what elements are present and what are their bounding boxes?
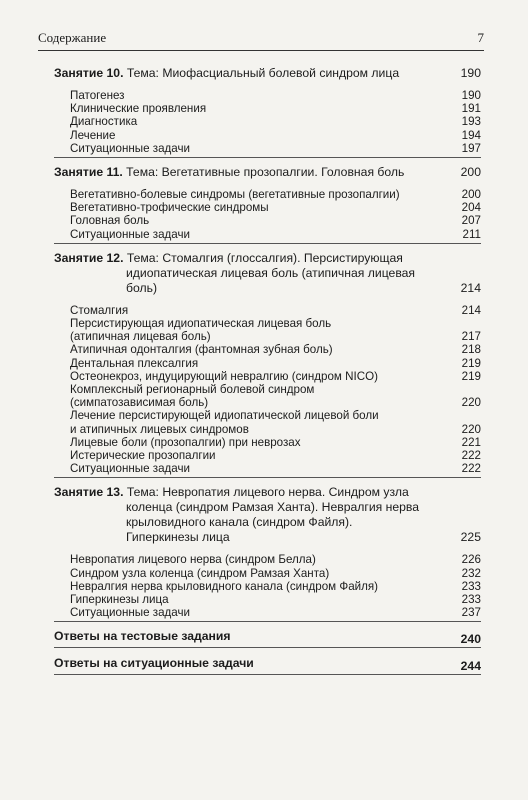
toc-lesson-heading [54,251,481,296]
toc-entry-text: Ситуационные задачи [70,462,191,476]
page-number: 226 [461,553,481,567]
page-header [38,30,484,51]
page-number: 214 [461,303,481,317]
toc-entry [54,142,481,155]
page-number: 237 [461,606,481,620]
header-section-title: Содержание [38,30,107,45]
page-number: 214 [460,280,481,295]
toc-entry [54,115,481,128]
page-number: 218 [461,343,481,357]
toc-entry [54,449,481,462]
toc-final-entry-text: Ответы на ситуационные задачи [54,656,254,671]
lesson-title: Тема: Вегетативные прозопалгии. Головная боль [126,165,405,180]
lesson-label: Занятие 13. [54,485,124,500]
toc-lesson-section [54,251,481,479]
toc-entry [54,462,481,475]
toc-entry [54,553,481,566]
lesson-title: Гиперкинезы лица [126,530,230,545]
toc-entry-text: Вегетативно-болевые синдромы (вегетативные прозопалгии) [70,188,400,202]
toc-entry [54,201,481,214]
toc-entry [54,304,481,317]
page-number: 233 [461,579,481,593]
page-number: 190 [460,66,481,80]
toc-entry-text: Ситуационные задачи [70,141,191,155]
toc-entry-text: Клинические проявления [70,102,207,116]
page-number: 220 [461,422,481,436]
lesson-title: Тема: Невропатия лицевого нерва. Синдром узла [126,485,409,500]
toc-entry [54,370,481,383]
page-number: 232 [461,566,481,580]
toc-entry-text: Дентальная плексалгия [70,356,199,370]
lesson-label: Занятие 12. [54,250,124,265]
toc-entry-text: Вегетативно-трофические синдромы [70,201,269,215]
page-number: 225 [460,530,481,545]
toc-entry [54,593,481,606]
toc-entry-text: Комплексный регионарный болевой синдром [70,383,315,397]
header-page-number: 7 [477,30,484,45]
lesson-title: коленца (синдром Рамзая Ханта). Невралгия нерва [126,500,420,515]
toc-entry [54,317,481,343]
toc-entry-text: Остеонекроз, индуцирующий невралгию (синдром NICO) [70,369,378,383]
page-number: 221 [461,435,481,449]
toc-entry [54,383,481,409]
toc-lesson-heading [54,66,481,81]
page-number: 200 [461,188,481,202]
toc-entry [54,188,481,201]
page-number: 194 [461,128,481,142]
toc-entry-text: Атипичная одонталгия (фантомная зубная боль) [70,343,333,357]
toc-entry [54,129,481,142]
toc-entry-text: Лечение персистирующей идиопатической лицевой боли [70,409,379,423]
lesson-label: Занятие 10. [54,66,124,80]
toc-entry-text: Гиперкинезы лица [70,593,169,607]
table-of-contents [54,66,481,683]
lesson-title: Тема: Миофасциальный болевой синдром лица [126,66,400,80]
page-number: 207 [461,214,481,228]
page-number: 211 [462,227,481,241]
toc-lesson-section [54,485,481,622]
toc-lesson-heading [54,485,481,545]
toc-final-entry [54,656,481,675]
toc-entry [54,567,481,580]
toc-entry-text: Головная боль [70,214,150,228]
toc-lesson-heading [54,165,481,180]
toc-entry-text: Ситуационные задачи [70,606,191,620]
toc-entry [54,102,481,115]
toc-entry-text: Персистирующая идиопатическая лицевая боль [70,317,332,331]
page-number: 190 [461,89,481,102]
toc-entry-text: (атипичная лицевая боль) [70,330,211,344]
toc-entry [54,580,481,593]
toc-entry-text: и атипичных лицевых синдромов [70,422,249,436]
toc-entry [54,436,481,449]
page-number: 240 [460,632,481,647]
toc-entry [54,228,481,241]
toc-final-entry [54,629,481,648]
page-number: 193 [461,115,481,129]
page-number: 197 [461,141,481,155]
toc-entry [54,214,481,227]
lesson-title: крыловидного канала (синдром Файля). [126,515,353,530]
toc-final-entry-text: Ответы на тестовые задания [54,629,231,644]
page-number: 191 [461,102,481,116]
lesson-label: Занятие 11. [54,165,123,180]
toc-lesson-section [54,66,481,158]
toc-entry-text: Ситуационные задачи [70,227,191,241]
page-number: 222 [461,449,481,463]
page-number: 222 [461,462,481,476]
toc-entry [54,606,481,619]
page-number: 219 [461,369,481,383]
lesson-title: Тема: Стомалгия (глоссалгия). Персистирующая [126,250,403,265]
toc-entry-text: Лечение [70,128,116,142]
toc-entry [54,357,481,370]
lesson-title: идиопатическая лицевая боль (атипичная лицевая боль) [126,265,416,295]
page-number: 219 [461,356,481,370]
toc-entry [54,343,481,356]
page-number: 204 [461,201,481,215]
page-number: 217 [461,330,481,344]
toc-lesson-section [54,165,481,244]
toc-entry-text: Стомалгия [70,303,129,317]
page-number: 200 [460,165,481,180]
toc-entry-text: Диагностика [70,115,138,129]
toc-entry-text: Истерические прозопалгии [70,449,216,463]
page-number: 244 [460,659,481,674]
toc-entry-text: Лицевые боли (прозопалгии) при неврозах [70,435,301,449]
toc-entry-text: Патогенез [70,89,125,102]
toc-entry-text: Невралгия нерва крыловидного канала (синдром Файля) [70,579,379,593]
toc-entry [54,89,481,102]
toc-entry [54,409,481,435]
toc-entry-text: Синдром узла коленца (синдром Рамзая Ханта) [70,566,330,580]
page-number: 220 [461,396,481,410]
toc-entry-text: (симпатозависимая боль) [70,396,209,410]
page-number: 233 [461,593,481,607]
toc-entry-text: Невропатия лицевого нерва (синдром Белла) [70,553,316,567]
